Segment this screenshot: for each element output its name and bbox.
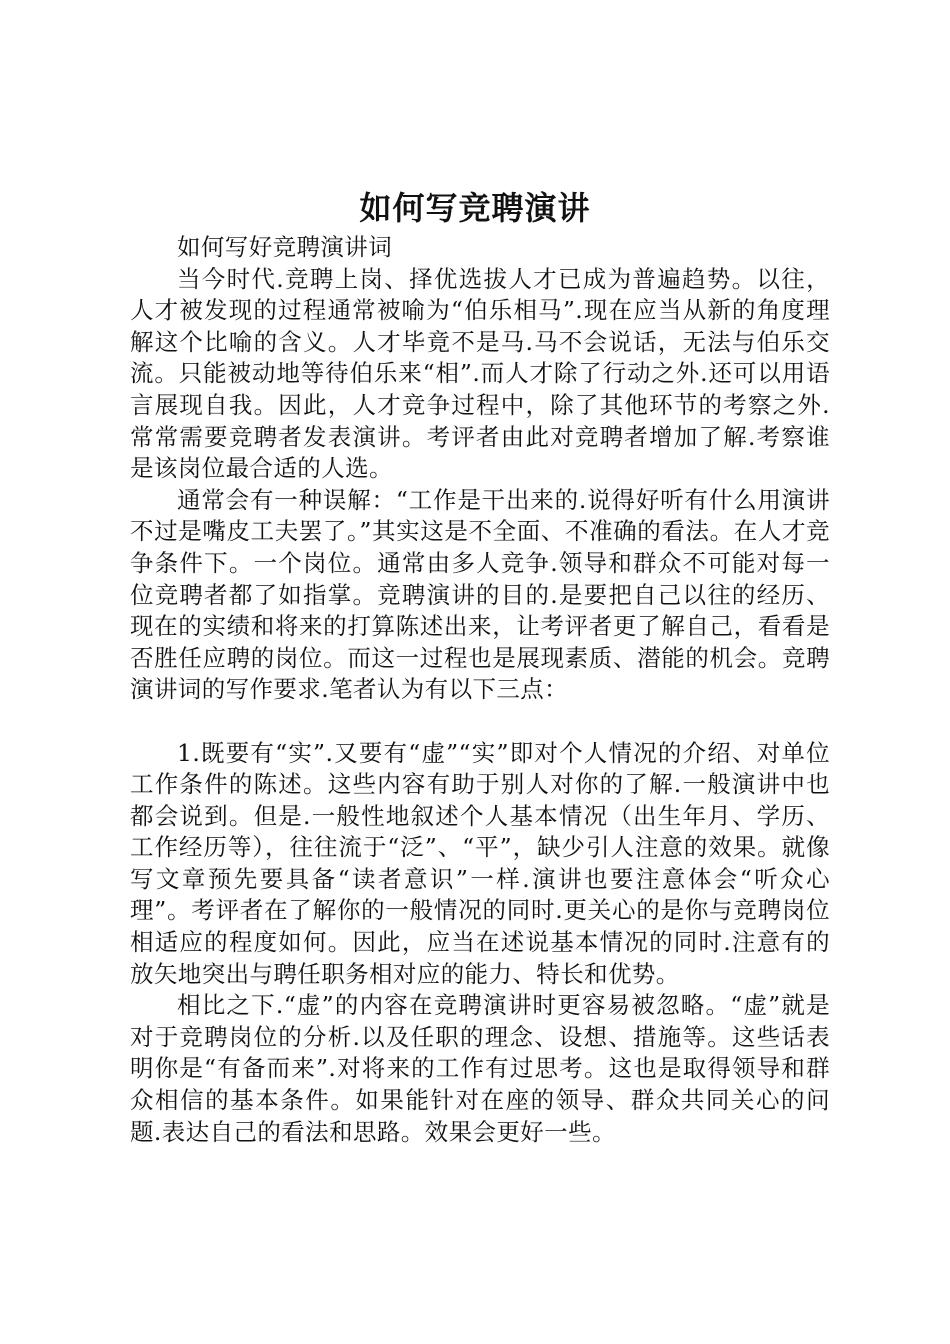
body-paragraph: 当今时代.竞聘上岗、择优选拔人才已成为普遍趋势。以往，人才被发现的过程通常被喻为“伯乐相马”.现在应当从新的角度理解这个比喻的含义。人才毕竟不是马.马不会说话，无法与伯乐交流。只能被动地等待伯乐来“相”.而人才除了行动之外.还可以用语言展现自我。因此，人才竞争过程中，除了其他环节的考察之外.常常需要竞聘者发表演讲。考评者由此对竞聘者增加了解.考察谁是该岗位最合适的人选。: [130, 264, 830, 483]
document-body: [130, 232, 830, 1148]
body-paragraph: 通常会有一种误解：“工作是干出来的.说得好听有什么用演讲不过是嘴皮工夫罢了。”其实这是不全面、不准确的看法。在人才竞争条件下。一个岗位。通常由多人竞争.领导和群众不可能对每一位竞聘者都了如指掌。竞聘演讲的目的.是要把自己以往的经历、现在的实绩和将来的打算陈述出来，让考评者更了解自己，看看是否胜任应聘的岗位。而这一过程也是展现素质、潜能的机会。竞聘演讲词的写作要求.笔者认为有以下三点：: [130, 485, 830, 704]
subtitle-paragraph: 如何写好竞聘演讲词: [177, 233, 393, 261]
blank-line: [130, 706, 830, 738]
body-paragraph: 相比之下.“虚”的内容在竞聘演讲时更容易被忽略。“虚”就是对于竞聘岗位的分析.以及任职的理念、设想、措施等。这些话表明你是“有备而来”.对将来的工作有过思考。这也是取得领导和群众相信的基本条件。如果能针对在座的领导、群众共同关心的问题.表达自己的看法和思路。效果会更好一些。: [130, 991, 830, 1146]
document-title: 如何写竞聘演讲: [359, 189, 591, 227]
body-paragraph: 1.既要有“实”.又要有“虚”“实”即对个人情况的介绍、对单位工作条件的陈述。这些内容有助于别人对你的了解.一般演讲中也都会说到。但是.一般性地叙述个人基本情况（出生年月、学历、工作经历等），往往流于“泛”、“平”，缺少引人注意的效果。就像写文章预先要具备“读者意识”一样.演讲也要注意体会“听众心理”。考评者在了解你的一般情况的同时.更关心的是你与竞聘岗位相适应的程度如何。因此，应当在述说基本情况的同时.注意有的放矢地突出与聘任职务相对应的能力、特长和优势。: [130, 738, 830, 988]
